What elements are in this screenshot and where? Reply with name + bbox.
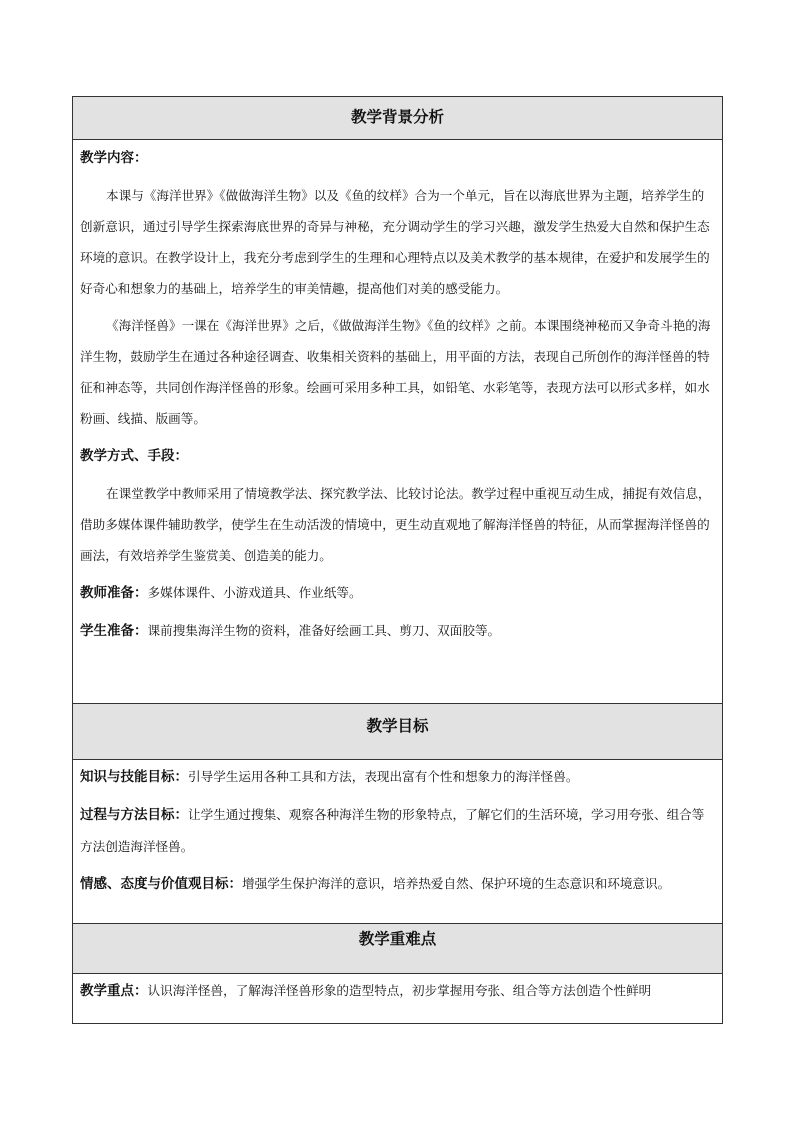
section-header-background xyxy=(73,97,722,140)
section-title: 教学目标 xyxy=(366,716,429,735)
teacher-prep-line xyxy=(80,577,715,609)
content-label: 教学内容： xyxy=(80,150,148,166)
section-header-background xyxy=(73,704,722,760)
process-text: 让学生通过搜集、观察各种海洋生物的形象特点，了解它们的生活环境，学习用夸张、组合等方法创造海洋怪兽。 xyxy=(80,807,705,854)
student-prep-text: 课前搜集海洋生物的资料，准备好绘画工具、剪刀、双面胶等。 xyxy=(147,623,501,638)
knowledge-label: 知识与技能目标： xyxy=(80,769,188,785)
knowledge-text: 引导学生运用各种工具和方法，表现出富有个性和想象力的海洋怪兽。 xyxy=(188,769,579,784)
process-objective xyxy=(80,799,715,862)
section-title: 教学重难点 xyxy=(358,929,437,948)
content-paragraph-2: 《海洋怪兽》一课在《海洋世界》之后，《做做海洋生物》《鱼的纹样》之前。本课围绕神秘而又争奇斗艳的海洋生物，鼓励学生在通过各种途径调查、收集相关资料的基础上，用平面的方法，表现自己所创作的海洋怪兽的特征和神态等，共同创作海洋怪兽的形象。绘画可采用多种工具，如铅笔、水彩笔等，表现方法可以形式多样，如水粉画、线描、版画等。 xyxy=(80,318,711,426)
teacher-prep-text: 多媒体课件、小游戏道具、作业纸等。 xyxy=(147,585,362,600)
key-points-cell xyxy=(73,974,722,1023)
lesson-plan-table xyxy=(72,96,723,1024)
emotion-label: 情感、态度与价值观目标： xyxy=(80,876,242,892)
section-title: 教学背景分析 xyxy=(350,107,444,126)
key-point-text: 认识海洋怪兽，了解海洋怪兽形象的造型特点，初步掌握用夸张、组合等方法创造个性鲜明 xyxy=(147,983,652,998)
student-prep-label: 学生准备： xyxy=(80,623,148,639)
background-analysis-cell xyxy=(73,142,722,704)
content-paragraph-1: 本课与《海洋世界》《做做海洋生物》以及《鱼的纹样》合为一个单元，旨在以海底世界为主题，培养学生的创新意识，通过引导学生探索海底世界的奇异与神秘，充分调动学生的学习兴趣，激发学生热爱大自然和保护生态环境的意识。在教学设计上，我充分考虑到学生的生理和心理特点以及美术教学的基本规律，在爱护和发展学生的好奇心和想象力的基础上，培养学生的审美情趣，提高他们对美的感受能力。 xyxy=(80,188,710,296)
key-point-label: 教学重点： xyxy=(80,983,148,999)
emotion-objective xyxy=(80,868,715,900)
knowledge-objective xyxy=(80,761,715,793)
method-label: 教学方式、手段： xyxy=(80,448,188,464)
objectives-cell xyxy=(73,761,722,924)
key-point-line xyxy=(80,974,715,1008)
emotion-text: 增强学生保护海洋的意识，培养热爱自然、保护环境的生态意识和环境意识。 xyxy=(242,876,671,891)
student-prep-line xyxy=(80,615,715,647)
teacher-prep-label: 教师准备： xyxy=(80,585,148,601)
process-label: 过程与方法目标： xyxy=(80,807,188,823)
section-header-background xyxy=(73,924,722,974)
method-paragraph: 在课堂教学中教师采用了情境教学法、探究教学法、比较讨论法。教学过程中重视互动生成，捕捉有效信息，借助多媒体课件辅助教学，使学生在生动活泼的情境中，更生动直观地了解海洋怪兽的特征，从而掌握海洋怪兽的画法，有效培养学生鉴赏美、创造美的能力。 xyxy=(80,486,711,563)
